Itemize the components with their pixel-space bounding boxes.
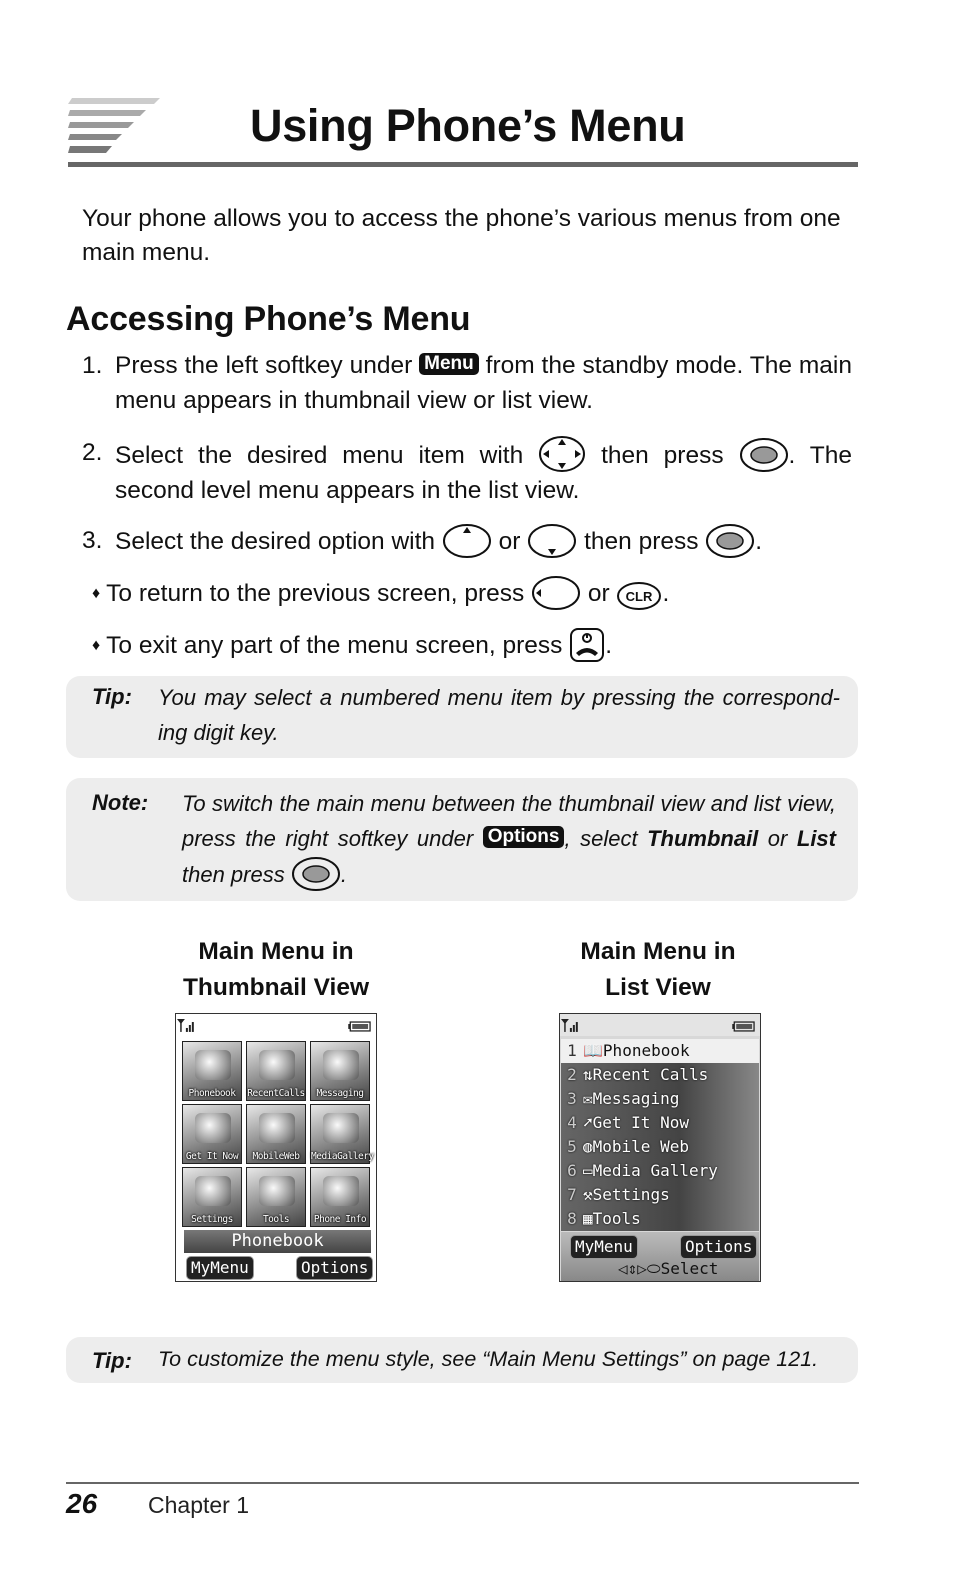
- recent-calls-icon: ⇅: [583, 1065, 593, 1084]
- envelope-icon: ✉: [583, 1089, 593, 1108]
- options-softkey-label: Options: [483, 826, 565, 848]
- phonebook-icon: [195, 1050, 231, 1080]
- thumbnail-view-screen: [175, 1013, 377, 1282]
- up-key-icon: [442, 523, 492, 559]
- tip-box-2: [66, 1337, 858, 1383]
- thumb-item-get-it-now[interactable]: Get It Now: [182, 1104, 242, 1164]
- thumb-item-recent-calls[interactable]: RecentCalls: [246, 1041, 306, 1101]
- battery-icon: [348, 1022, 370, 1031]
- title-rule: [68, 162, 858, 167]
- svg-text:CLR: CLR: [626, 589, 653, 604]
- step-3: 3. Select the desired option with or then press .: [82, 523, 852, 559]
- end-power-key-icon: [569, 627, 605, 663]
- thumb-item-media-gallery[interactable]: MediaGallery: [310, 1104, 370, 1164]
- list-item-get-it-now[interactable]: 4 ➚Get It Now: [561, 1111, 759, 1135]
- note-box: [66, 778, 858, 901]
- header-stripes-icon: [68, 98, 160, 156]
- mobile-web-icon: [259, 1113, 295, 1143]
- footer-rule: [66, 1482, 859, 1484]
- intro-paragraph: Your phone allows you to access the phone’s various menus from one main menu.: [82, 205, 841, 266]
- phonebook-icon: 📖: [583, 1041, 603, 1060]
- globe-icon: ◍: [583, 1137, 593, 1156]
- phone-info-icon: [323, 1176, 359, 1206]
- thumb-item-mobile-web[interactable]: MobileWeb: [246, 1104, 306, 1164]
- list-item-phonebook[interactable]: 1 📖Phonebook: [561, 1039, 759, 1063]
- ok-key-icon: [739, 437, 789, 473]
- tip-label: Tip:: [92, 1348, 132, 1373]
- list-view-screen: [559, 1013, 761, 1282]
- navigation-arrows-icon: ◁⇕▷⬭: [618, 1259, 661, 1278]
- get-it-now-icon: ➚: [583, 1113, 593, 1132]
- bullet-return: ♦ To return to the previous screen, press or CLR .: [92, 575, 669, 614]
- step-2: 2. Select the desired menu item with then press . The second level menu appears in the list view.: [82, 435, 852, 508]
- thumb-item-phone-info[interactable]: Phone Info: [310, 1167, 370, 1227]
- tip-text: You may select a numbered menu item by pressing the correspond-ing digit key.: [158, 685, 840, 745]
- media-gallery-icon: [323, 1113, 359, 1143]
- select-hint: ◁⇕▷⬭Select: [618, 1259, 719, 1278]
- battery-icon: [732, 1022, 754, 1031]
- signal-icon: [561, 1019, 578, 1032]
- thumb-item-messaging[interactable]: Messaging: [310, 1041, 370, 1101]
- mymenu-softkey[interactable]: MyMenu: [186, 1256, 254, 1280]
- options-softkey[interactable]: Options: [296, 1256, 373, 1280]
- wrench-icon: ⚒: [583, 1185, 593, 1204]
- ok-key-icon: [291, 856, 341, 892]
- chapter-label: Chapter 1: [148, 1492, 250, 1518]
- caption-list-view: Main Menu in List View: [580, 938, 736, 1001]
- page-title: Using Phone’s Menu: [250, 100, 686, 151]
- thumb-item-tools[interactable]: Tools: [246, 1167, 306, 1227]
- bullet-exit: ♦ To exit any part of the menu screen, press .: [92, 627, 612, 666]
- menu-softkey-label: Menu: [419, 353, 479, 375]
- four-way-navigation-key-icon: [538, 435, 586, 473]
- list-item-recent-calls[interactable]: 2 ⇅Recent Calls: [561, 1063, 759, 1087]
- thumb-item-settings[interactable]: Settings: [182, 1167, 242, 1227]
- status-bar: [176, 1014, 376, 1036]
- messaging-icon: [323, 1050, 359, 1080]
- diamond-bullet-icon: ♦: [92, 637, 101, 654]
- tip-text: To customize the menu style, see “Main Menu Settings” on page 121.: [158, 1347, 819, 1371]
- folder-icon: ▭: [583, 1161, 593, 1180]
- diamond-bullet-icon: ♦: [92, 585, 101, 602]
- tools-icon: ▦: [583, 1209, 593, 1228]
- list-item-tools[interactable]: 8 ▦Tools: [561, 1207, 759, 1231]
- tip-label: Tip:: [92, 684, 132, 709]
- signal-icon: [177, 1019, 194, 1032]
- thumb-item-phonebook[interactable]: Phonebook: [182, 1041, 242, 1101]
- step-1: 1. Press the left softkey under Menu from the standby mode. The main menu appears in thumbnail view or list view.: [82, 348, 852, 418]
- step-number: 2.: [82, 439, 103, 466]
- list-item-settings[interactable]: 7 ⚒Settings: [561, 1183, 759, 1207]
- tip-box: [66, 676, 858, 758]
- list-item-media-gallery[interactable]: 6 ▭Media Gallery: [561, 1159, 759, 1183]
- left-key-icon: [531, 575, 581, 611]
- selected-item-label: Phonebook: [184, 1230, 371, 1253]
- caption-thumbnail-view: Main Menu in Thumbnail View: [182, 938, 370, 1001]
- note-label: Note:: [92, 790, 149, 815]
- step-number: 3.: [82, 527, 103, 554]
- section-title: Accessing Phone’s Menu: [66, 300, 471, 338]
- options-softkey[interactable]: Options: [680, 1235, 757, 1259]
- ok-key-icon: [705, 523, 755, 559]
- down-key-icon: [527, 523, 577, 559]
- recent-calls-icon: [259, 1050, 295, 1080]
- note-text: To switch the main menu between the thumbnail view and list view, press the right softkey under Options , select Thumbnail or List then press .: [182, 786, 836, 892]
- get-it-now-icon: [195, 1113, 231, 1143]
- page-number: 26: [66, 1488, 98, 1519]
- step-number: 1.: [82, 352, 103, 379]
- settings-icon: [195, 1176, 231, 1206]
- clr-key-icon: [616, 581, 662, 611]
- mymenu-softkey[interactable]: MyMenu: [570, 1235, 638, 1259]
- tools-icon: [259, 1176, 295, 1206]
- list-item-messaging[interactable]: 3 ✉Messaging: [561, 1087, 759, 1111]
- list-item-mobile-web[interactable]: 5 ◍Mobile Web: [561, 1135, 759, 1159]
- status-bar: [560, 1014, 760, 1036]
